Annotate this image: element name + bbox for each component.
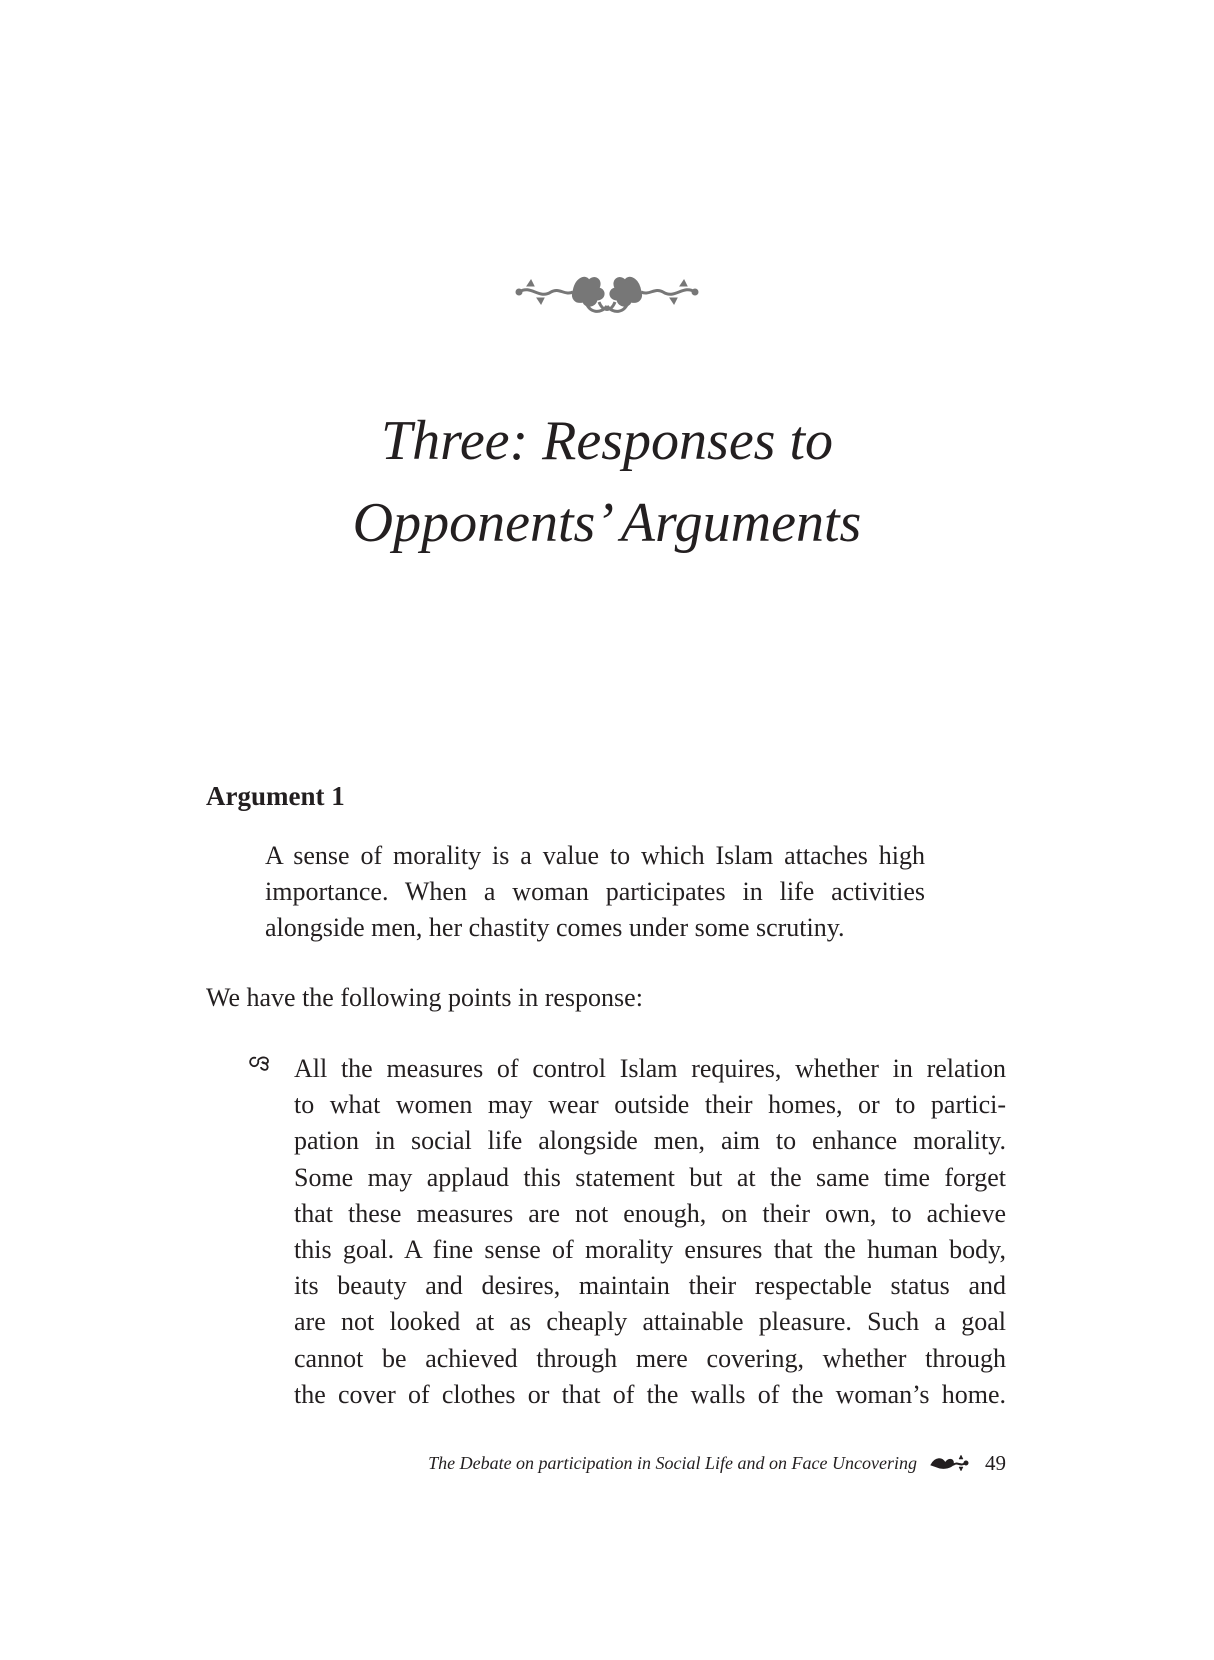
bullet-line: to what women may wear outside their homes, or to partici- bbox=[294, 1090, 1006, 1120]
bullet-line: this goal. A fine sense of morality ensures that the human body, bbox=[294, 1235, 1006, 1265]
response-intro: We have the following points in response: bbox=[206, 983, 643, 1012]
bullet-line: pation in social life alongside men, aim to enhance morality. bbox=[294, 1126, 1006, 1156]
page-number: 49 bbox=[985, 1451, 1006, 1475]
quote-line: alongside men, her chastity comes under some scrutiny. bbox=[265, 913, 845, 942]
quote-line: A sense of morality is a value to which Islam attaches high bbox=[265, 841, 925, 870]
chapter-title-line: Opponents’ Arguments bbox=[352, 492, 862, 554]
bullet-line: the cover of clothes or that of the walls of the woman’s home. bbox=[294, 1379, 1006, 1409]
footer-ornament-icon bbox=[929, 1453, 969, 1473]
running-title: The Debate on participation in Social Life and on Face Uncovering bbox=[428, 1453, 917, 1473]
bullet-line: are not looked at as cheaply attainable pleasure. Such a goal bbox=[294, 1307, 1006, 1337]
chapter-title-line: Three: Responses to bbox=[380, 410, 834, 472]
bullet-line: that these measures are not enough, on their own, to achieve bbox=[294, 1198, 1006, 1228]
section-heading: Argument 1 bbox=[206, 781, 345, 811]
quote-line: importance. When a woman participates in life activities bbox=[265, 877, 925, 906]
bullet-line: Some may applaud this statement but at the same time forget bbox=[294, 1162, 1006, 1192]
bullet-line: All the measures of control Islam requires, whether in relation bbox=[294, 1054, 1006, 1083]
chapter-title bbox=[0, 400, 1214, 564]
bullet-paragraph bbox=[294, 1051, 1006, 1413]
page-footer bbox=[428, 1450, 1006, 1476]
argument-quote bbox=[265, 838, 925, 946]
floral-ornament-icon bbox=[515, 270, 699, 316]
bullet-line: cannot be achieved through mere covering, whether through bbox=[294, 1343, 1006, 1373]
bullet-ornament-icon bbox=[246, 1052, 272, 1072]
bullet-line: its beauty and desires, maintain their respectable status and bbox=[294, 1271, 1006, 1301]
